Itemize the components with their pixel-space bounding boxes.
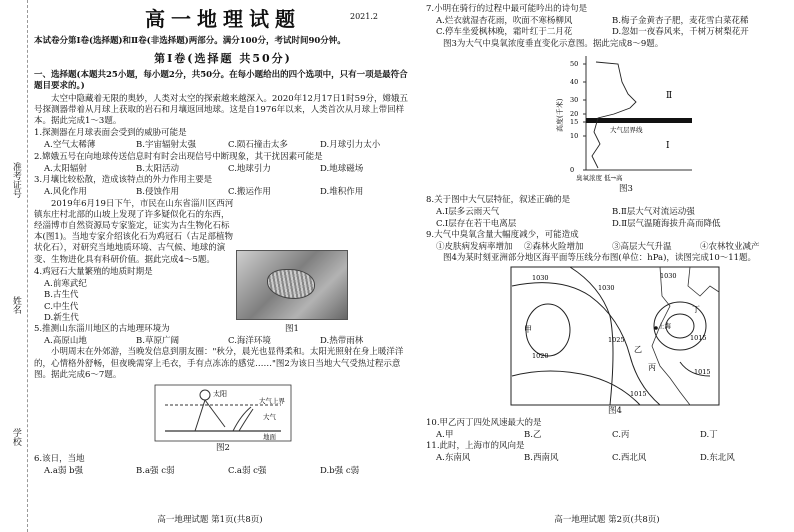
fig2-label-sun: 太阳 — [213, 390, 227, 399]
question-4: 4.鸡冠石大量繁殖的地质时期是 — [34, 266, 153, 277]
fig3-region-lower: Ⅰ — [666, 140, 670, 151]
option[interactable]: A.风化作用 — [44, 187, 87, 198]
exam-date: 2021.2 — [350, 12, 378, 21]
fig3-ytick: 0 — [570, 165, 575, 174]
option[interactable]: A.甲 — [436, 429, 454, 440]
figure-3-intro: 图3为大气中臭氧浓度垂直变化示意图。据此完成8～9题。 — [443, 38, 664, 49]
question-6: 6.该日，当地 — [34, 454, 85, 465]
figure-3-caption: 图3 — [619, 183, 633, 194]
option[interactable]: C.a弱 c强 — [228, 466, 267, 477]
fig3-layer-boundary — [586, 118, 692, 123]
point-jia: 甲 — [524, 325, 532, 335]
option[interactable]: ③高层大气升温 — [612, 241, 672, 252]
figure-2 — [153, 383, 293, 443]
fig2-label-air: 大气 — [263, 413, 276, 422]
isobar-label: 1030 — [532, 274, 549, 283]
option[interactable]: D.新生代 — [44, 312, 79, 323]
fig3-layer-label: 大气层界线 — [610, 125, 643, 134]
question-4-options — [34, 279, 412, 324]
section-intro: 一、选择题(本题共25小题，每小题2分，共50分。在每小题给出的四个选项中，只有一项是最符合题目要求的。) — [34, 70, 408, 92]
question-6-options — [34, 466, 412, 477]
question-10: 10.甲乙丙丁四处风速最大的是 — [426, 417, 542, 428]
option[interactable]: D.东北风 — [700, 453, 735, 464]
option[interactable]: B.西南风 — [524, 453, 559, 464]
page-footer: 高一地理试题 第1页(共8页) — [157, 514, 263, 525]
isobar-label: 1015 — [690, 334, 707, 343]
option[interactable]: A.烂衣就湿杏花雨，吹面不寒杨柳风 — [436, 16, 573, 27]
page-title — [34, 6, 412, 32]
question-8: 8.关于图中大气层特征，叙述正确的是 — [426, 195, 571, 206]
fig2-label-ground: 地面 — [263, 433, 276, 442]
point-ding: 丁 — [692, 305, 700, 315]
fig3-ytick: 10 — [570, 131, 579, 140]
question-7-options-b — [426, 27, 788, 38]
fig3-ytick: 40 — [570, 77, 579, 86]
isobar-label: 1025 — [608, 336, 625, 345]
page-title-text: 高一地理试题 — [145, 7, 301, 31]
option[interactable]: D.月球引力太小 — [320, 140, 381, 151]
figure-1-caption: 图1 — [285, 324, 299, 334]
option[interactable]: D.b强 c弱 — [320, 466, 360, 477]
binding-strip — [4, 0, 28, 532]
figure-4-isobar-map — [510, 266, 720, 406]
fig3-ylabel: 高度(千米) — [556, 98, 564, 132]
option[interactable]: ④农林牧业减产 — [700, 241, 760, 252]
figure-4-intro: 图4为某时刻亚洲部分地区海平面等压线分布图(单位：hPa)，读图完成10～11题。 — [443, 253, 757, 264]
question-2: 2.嫦娥五号在向地球传送信息时有时会出现信号中断现象，其干扰因素可能是 — [34, 151, 323, 162]
option[interactable]: C.丙 — [612, 429, 630, 440]
question-5-options — [34, 336, 412, 347]
fig2-label-top: 大气上界 — [259, 397, 285, 406]
option[interactable]: A.Ⅰ层多云雨天气 — [436, 207, 500, 218]
page-footer: 高一地理试题 第2页(共8页) — [554, 514, 660, 525]
binding-exam-number: 准考证号 — [10, 162, 21, 198]
fig3-xlabel: 臭氧浓度 低→高 — [576, 173, 623, 182]
isobar-label: 1020 — [532, 352, 549, 361]
option[interactable]: ①皮肤病发病率增加 — [436, 241, 513, 252]
question-3-options — [34, 187, 412, 198]
option[interactable]: ②森林火险增加 — [524, 241, 584, 252]
question-11-options — [426, 453, 788, 464]
option[interactable]: A.高原山地 — [44, 336, 87, 347]
question-3: 3.月壤比较松散，造成该特点的外力作用主要是 — [34, 175, 213, 186]
passage-2: 2019年6月19日下午，市民在山东省淄川区西河镇东庄村北部的山坡上发现了许多疑似化石的东西，经淄博市自然资源局专家鉴定，证实为古生物化石标本(图1)。当地专家介绍该化石为鸡冠石（古足部植物状化石），对研究当地地质环境、古气候、地球的演变、生物进化具有科研价值。据此完成4～5题。 — [34, 198, 234, 265]
option[interactable]: D.忽如一夜春风来，千树万树梨花开 — [612, 27, 749, 38]
option[interactable]: B.侵蚀作用 — [136, 187, 179, 198]
point-yi: 乙 — [634, 345, 642, 355]
figure-4-caption: 图4 — [608, 406, 622, 417]
isobar-label: 1015 — [694, 368, 711, 377]
sun-icon — [200, 390, 210, 400]
question-1: 1.探测器在月球表面会受到的威胁可能是 — [34, 128, 187, 139]
option[interactable]: A.空气太稀薄 — [44, 140, 96, 151]
option[interactable]: C.中生代 — [44, 301, 79, 312]
question-11: 11.此时，上海市的风向是 — [426, 441, 525, 452]
option[interactable]: B.a强 c弱 — [136, 466, 175, 477]
option[interactable]: C.西北风 — [612, 453, 647, 464]
shanghai-label: 上海 — [658, 322, 671, 331]
fig3-ytick: 30 — [570, 95, 579, 104]
option[interactable]: A.东南风 — [436, 453, 471, 464]
section-heading: 第Ⅰ卷(选择题 共50分) — [154, 51, 292, 65]
option[interactable]: C.地球引力 — [228, 163, 271, 174]
isobar-label: 1030 — [598, 284, 615, 293]
option[interactable]: D.堆积作用 — [320, 187, 364, 198]
figure-1-fossil-photo — [236, 250, 348, 320]
option[interactable]: C.陨石撞击太多 — [228, 140, 288, 151]
right-content — [426, 0, 788, 465]
figure-3 — [556, 52, 696, 184]
option[interactable]: D.丁 — [700, 429, 718, 440]
fig3-ozone-curve — [592, 62, 636, 168]
option[interactable]: D.热带雨林 — [320, 336, 364, 347]
passage-1: 太空中隐藏着无限的奥妙，人类对太空的探索越来越深入。2020年12月17日1时59分，嫦娥五号探测器带着从月球上获取的岩石和月壤返回地球。这是自1976年以来，人类首次从月球上带回样本。据此完成1～3题。 — [34, 93, 408, 126]
option[interactable]: B.乙 — [524, 429, 542, 440]
question-1-options — [34, 140, 412, 151]
fig3-ytick: 20 — [570, 109, 579, 118]
left-content — [34, 0, 412, 478]
binding-school: 学校 — [10, 428, 21, 446]
instructions: 本试卷分第Ⅰ卷(选择题)和Ⅱ卷(非选择题)两部分。满分100分，考试时间90分钟。 — [34, 36, 346, 47]
question-10-options — [426, 430, 788, 441]
option[interactable]: B.宇宙辐射太强 — [136, 140, 196, 151]
option[interactable]: B.梅子金黄杏子肥，麦花雪白菜花稀 — [612, 16, 749, 27]
option[interactable]: C.搬运作用 — [228, 187, 271, 198]
question-8-options-a — [426, 207, 788, 218]
option[interactable]: C.停车坐爱枫林晚，霜叶红于二月花 — [436, 27, 573, 38]
option[interactable]: A.前寒武纪 — [44, 279, 87, 290]
option[interactable]: C.Ⅰ层存在若干电离层 — [436, 218, 517, 229]
fig3-ytick: 50 — [570, 59, 579, 68]
option[interactable]: B.古生代 — [44, 290, 79, 301]
fig3-region-upper: Ⅱ — [666, 90, 673, 101]
option[interactable]: B.草原广阔 — [136, 336, 179, 347]
question-2-options — [34, 164, 412, 175]
question-9: 9.大气中臭氧含量大幅度减少，可能造成 — [426, 229, 579, 240]
binding-name: 姓名 — [10, 296, 21, 314]
passage-3: 小明周末在外郊游，当晚发信息到朋友圈："秋分，晨光也显得柔和。太阳光照射在身上暖洋洋的，心情格外舒畅，但夜晚需穿上毛衣，手有点冻冻的感觉……"图2为该日当地大气受热过程示意图。据此完成6～7题。 — [34, 347, 404, 380]
figure-2-caption: 图2 — [216, 443, 230, 454]
option[interactable]: A.太阳辐射 — [44, 163, 87, 174]
right-page — [420, 0, 794, 532]
option[interactable]: B.Ⅱ层大气对流运动强 — [612, 207, 695, 218]
isobar-label: 1015 — [630, 390, 647, 399]
point-bing: 丙 — [648, 363, 656, 373]
option[interactable]: C.海洋环境 — [228, 336, 271, 347]
option[interactable]: A.a弱 b强 — [44, 466, 84, 477]
question-5: 5.推测山东淄川地区的古地理环境为 — [34, 323, 170, 334]
question-7-options-a — [426, 16, 788, 27]
question-9-options — [426, 242, 788, 253]
question-7: 7.小明在骑行的过程中最可能吟出的诗句是 — [426, 4, 588, 14]
option[interactable]: B.太阳活动 — [136, 163, 179, 174]
option[interactable]: D.地球磁场 — [320, 163, 364, 174]
fig3-ytick: 15 — [570, 117, 579, 126]
isobar-label: 1030 — [660, 272, 677, 281]
option[interactable]: D.Ⅱ层气温随海拔升高而降低 — [612, 218, 721, 229]
question-8-options-b — [426, 219, 788, 230]
